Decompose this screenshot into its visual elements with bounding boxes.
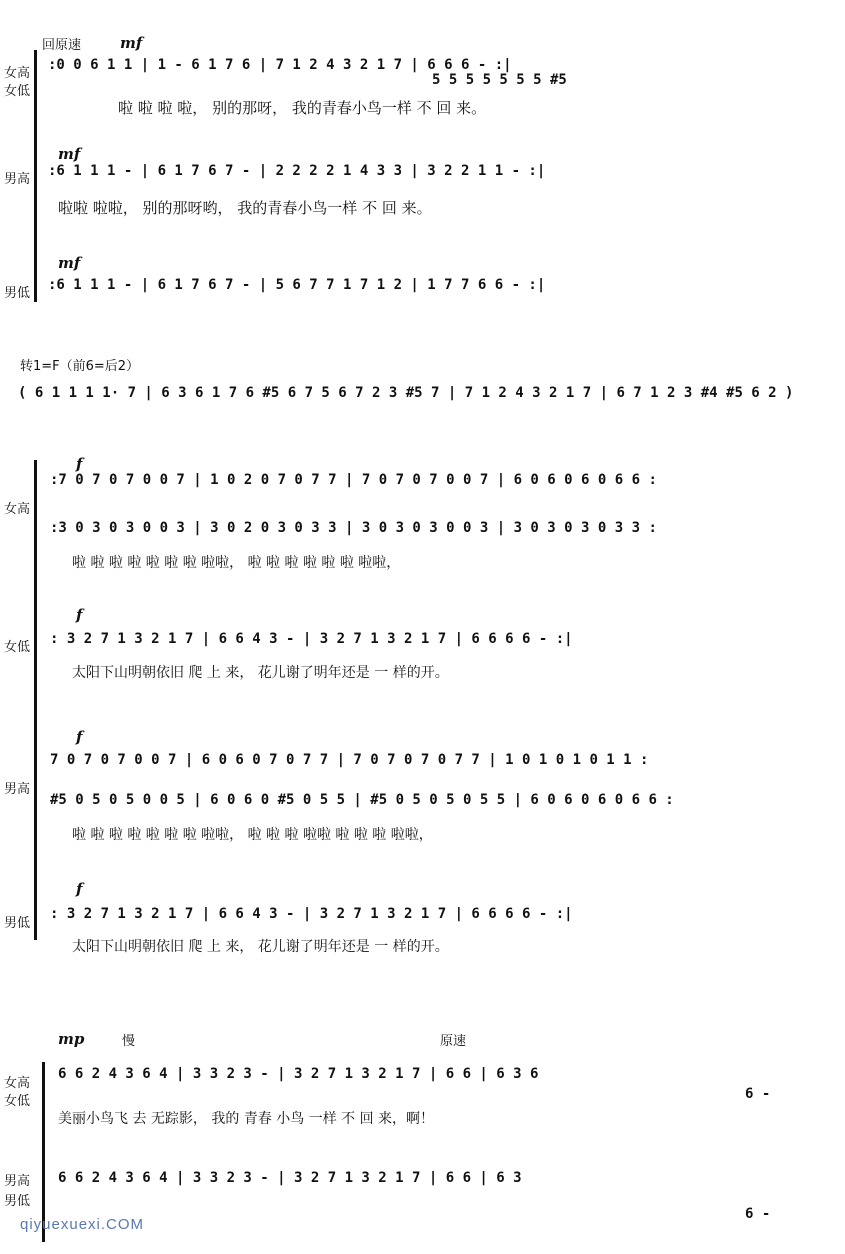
sys2-bass-lyrics: 太阳下山明朝依旧 爬 上 来， 花儿谢了明年还是 一 样的开。 — [72, 939, 449, 955]
bass-dynamic: mf — [58, 254, 81, 272]
sys2-tenor-lyrics: 啦 啦 啦 啦 啦 啦 啦 啦啦， 啦 啦 啦 啦啦 啦 啦 啦 啦啦， — [72, 827, 433, 843]
sys3-female-notes: 6 6 2 4 3 6 4 | 3 3 2 3 - | 3 2 7 1 3 2 1 7 | 6 6 | 6 3 6 — [58, 1066, 539, 1082]
sys2-soprano-lyrics: 啦 啦 啦 啦 啦 啦 啦 啦啦， 啦 啦 啦 啦 啦 啦 啦啦， — [72, 555, 401, 571]
sys2-dynamic-tenor: f — [76, 728, 83, 746]
tenor-dynamic: mf — [58, 145, 81, 163]
sys3-part-soprano: 女高 — [4, 1076, 31, 1091]
sys2-part-soprano: 女高 — [4, 502, 31, 517]
sys2-soprano-lower: :3 0 3 0 3 0 0 3 | 3 0 2 0 3 0 3 3 | 3 0 3 0 3 0 0 3 | 3 0 3 0 3 0 3 3 : — [50, 520, 657, 536]
bass-notes: :6 1 1 1 - | 6 1 7 6 7 - | 5 6 7 7 1 7 1 2 | 1 7 7 6 6 - :| — [48, 277, 546, 293]
tenor-lyrics: 啦啦 啦啦， 别的那呀哟， 我的青春小鸟一样 不 回 来。 — [58, 199, 432, 217]
sys3-tempo-marking: 原速 — [440, 1034, 467, 1049]
female-notes-lower: 5 5 5 5 5 5 5 #5 — [432, 72, 567, 88]
tempo-marking-return: 回原速 — [42, 38, 82, 53]
modulation-label: 转1=F（前6=后2） — [20, 359, 140, 374]
sys3-part-bass: 男低 — [4, 1194, 31, 1209]
sys2-dynamic-soprano: f — [76, 455, 83, 473]
sys3-slow-marking: 慢 — [122, 1034, 136, 1049]
sys3-part-tenor: 男高 — [4, 1174, 31, 1189]
system2-bracket — [34, 460, 37, 940]
sys2-tenor-lower: #5 0 5 0 5 0 0 5 | 6 0 6 0 #5 0 5 5 | #5 0 5 0 5 0 5 5 | 6 0 6 0 6 0 6 6 : — [50, 792, 674, 808]
sys3-female-lower: 6 - — [745, 1086, 771, 1102]
part-label-alto: 女低 — [4, 84, 31, 99]
sys2-alto-notes: : 3 2 7 1 3 2 1 7 | 6 6 4 3 - | 3 2 7 1 3 2 1 7 | 6 6 6 6 - :| — [50, 631, 573, 647]
part-label-tenor: 男高 — [4, 172, 31, 187]
female-lyrics: 啦 啦 啦 啦， 别的那呀， 我的青春小鸟一样 不 回 来。 — [118, 99, 487, 117]
sys2-tenor-upper: 7 0 7 0 7 0 0 7 | 6 0 6 0 7 0 7 7 | 7 0 7 0 7 0 7 7 | 1 0 1 0 1 0 1 1 : — [50, 752, 649, 768]
sys2-soprano-upper: :7 0 7 0 7 0 0 7 | 1 0 2 0 7 0 7 7 | 7 0 7 0 7 0 0 7 | 6 0 6 0 6 0 6 6 : — [50, 472, 657, 488]
sys3-male-lower: 6 - — [745, 1206, 771, 1222]
site-watermark: qiyuexuexi.COM — [20, 1216, 145, 1233]
dynamic-mf: mf — [120, 34, 143, 52]
sys2-part-bass: 男低 — [4, 916, 31, 931]
sys2-dynamic-bass: f — [76, 880, 83, 898]
tenor-notes: :6 1 1 1 - | 6 1 7 6 7 - | 2 2 2 2 1 4 3 3 | 3 2 2 1 1 - :| — [48, 163, 546, 179]
sys2-bass-notes: : 3 2 7 1 3 2 1 7 | 6 6 4 3 - | 3 2 7 1 3 2 1 7 | 6 6 6 6 - :| — [50, 906, 573, 922]
sys3-dynamic: mp — [58, 1030, 85, 1048]
interlude-notes: ( 6 1 1 1 1· 7 | 6 3 6 1 7 6 #5 6 7 5 6 7 2 3 #5 7 | 7 1 2 4 3 2 1 7 | 6 7 1 2 3 #4 #5 6 2 ) — [18, 385, 794, 401]
system3-bracket — [42, 1062, 45, 1242]
sys3-part-alto: 女低 — [4, 1094, 31, 1109]
sys3-female-lyrics: 美丽小鸟飞 去 无踪影， 我的 青春 小鸟 一样 不 回 来，啊！ — [58, 1111, 435, 1127]
sys2-part-alto: 女低 — [4, 640, 31, 655]
part-label-soprano: 女高 — [4, 66, 31, 81]
part-label-bass: 男低 — [4, 286, 31, 301]
sys2-alto-lyrics: 太阳下山明朝依旧 爬 上 来， 花儿谢了明年还是 一 样的开。 — [72, 665, 449, 681]
sys2-dynamic-alto: f — [76, 606, 83, 624]
system1-bracket — [34, 50, 37, 302]
female-notes-upper: :0 0 6 1 1 | 1 - 6 1 7 6 | 7 1 2 4 3 2 1 7 | 6 6 6 - :| — [48, 57, 512, 73]
sys2-part-tenor: 男高 — [4, 782, 31, 797]
sys3-male-notes: 6 6 2 4 3 6 4 | 3 3 2 3 - | 3 2 7 1 3 2 1 7 | 6 6 | 6 3 — [58, 1170, 522, 1186]
